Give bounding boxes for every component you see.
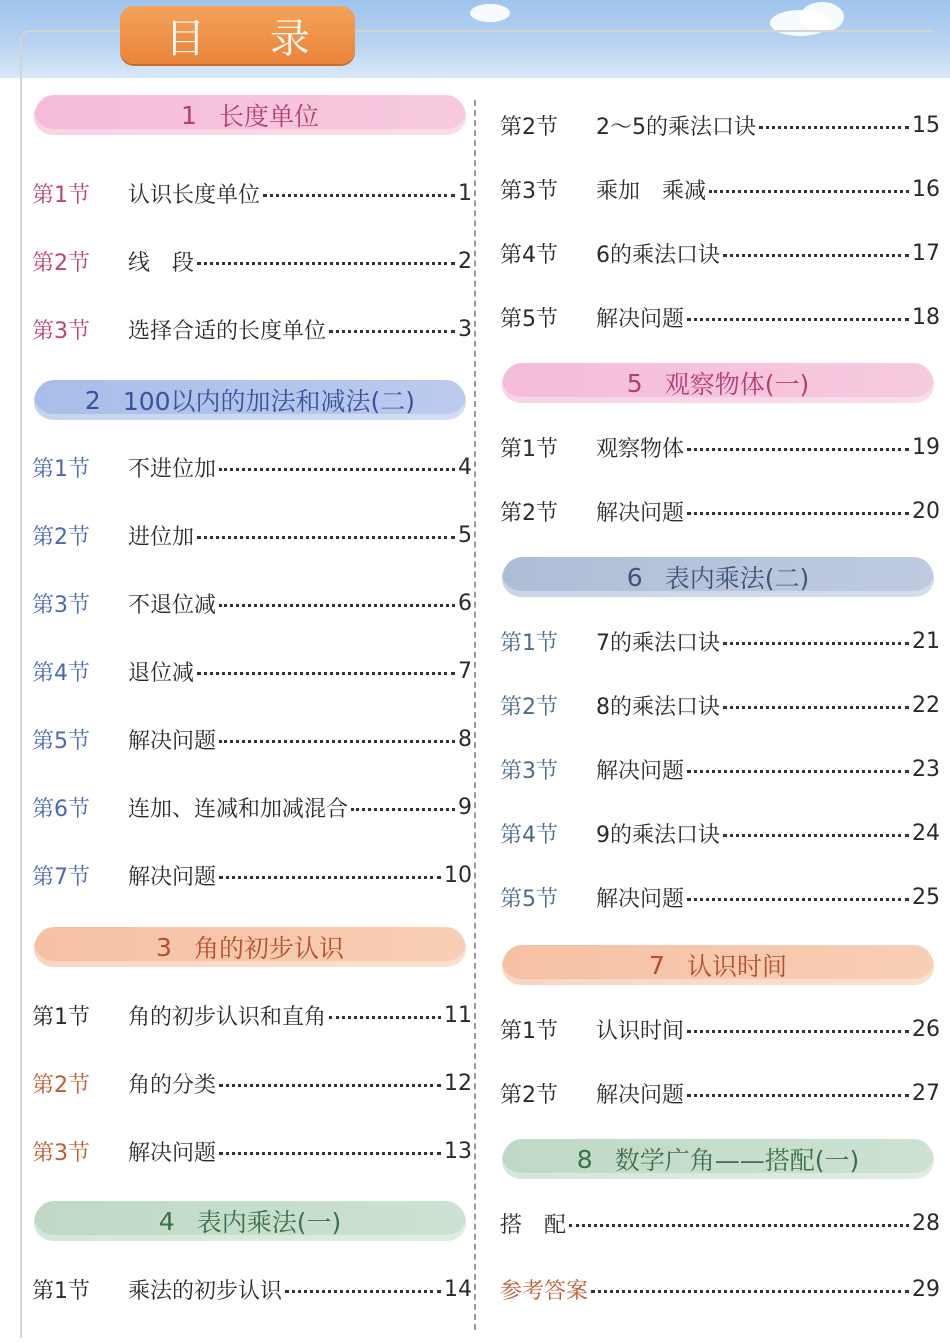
section-title: 解决问题 [128, 1140, 217, 1166]
page-number: 24 [912, 820, 940, 846]
section-title: 解决问题 [128, 728, 217, 754]
toc-entry[interactable] [32, 859, 472, 891]
toc-entry[interactable] [500, 753, 940, 785]
chapter-number: 2 [84, 385, 101, 415]
toc-entry[interactable] [32, 587, 472, 619]
toc-entry[interactable] [32, 723, 472, 755]
leader-dots [591, 1290, 909, 1293]
section-title: 6的乘法口诀 [596, 242, 720, 268]
section-number: 第3节 [500, 178, 558, 204]
page-number: 13 [444, 1138, 472, 1164]
section-title: 解决问题 [596, 306, 685, 332]
leader-dots [285, 1290, 441, 1293]
leader-dots [197, 262, 455, 265]
leader-dots [219, 604, 455, 607]
chapter-title: 认识时间 [686, 952, 787, 981]
page-number: 6 [458, 590, 472, 616]
page-number: 27 [912, 1080, 940, 1106]
page-number: 18 [912, 304, 940, 330]
section-title: 解决问题 [596, 1082, 685, 1108]
chapter-banner [502, 1139, 934, 1179]
chapter-banner [34, 95, 466, 135]
leader-dots [723, 254, 909, 257]
page-number: 26 [912, 1016, 940, 1042]
page-number: 15 [912, 112, 940, 138]
section-number: 第1节 [500, 436, 558, 462]
section-number: 第1节 [32, 1278, 90, 1304]
page-number: 9 [458, 794, 472, 820]
toc-entry[interactable] [500, 881, 940, 913]
toc-entry[interactable] [500, 817, 940, 849]
section-number: 第1节 [32, 182, 90, 208]
section-number: 第4节 [32, 660, 90, 686]
page-number: 17 [912, 240, 940, 266]
section-number: 第1节 [32, 1004, 90, 1030]
leader-dots [569, 1224, 909, 1227]
toc-entry[interactable] [32, 1273, 472, 1305]
toc-entry[interactable] [500, 1077, 940, 1109]
cloud-decoration [800, 2, 844, 32]
section-title: 线 段 [128, 250, 195, 276]
page-number: 11 [444, 1002, 472, 1028]
toc-entry[interactable] [32, 451, 472, 483]
leader-dots [351, 808, 455, 811]
toc-entry[interactable] [32, 1135, 472, 1167]
page-number: 21 [912, 628, 940, 654]
toc-entry[interactable] [500, 173, 940, 205]
page-number: 8 [458, 726, 472, 752]
page-number: 20 [912, 498, 940, 524]
leader-dots [759, 126, 909, 129]
leader-dots [263, 194, 455, 197]
page-number: 7 [458, 658, 472, 684]
section-title: 8的乘法口诀 [596, 694, 720, 720]
leader-dots [687, 1094, 909, 1097]
chapter-title: 表内乘法(二) [664, 564, 810, 593]
chapter-banner [34, 1201, 466, 1241]
page-number: 25 [912, 884, 940, 910]
toc-entry[interactable] [32, 791, 472, 823]
leader-dots [197, 536, 455, 539]
chapter-title: 长度单位 [218, 102, 319, 131]
section-number: 第2节 [32, 250, 90, 276]
toc-entry[interactable] [500, 1207, 940, 1239]
section-number: 第2节 [32, 1072, 90, 1098]
section-title: 参考答案 [500, 1278, 589, 1304]
section-number: 第1节 [32, 456, 90, 482]
leader-dots [329, 330, 455, 333]
section-number: 第1节 [500, 630, 558, 656]
leader-dots [197, 672, 455, 675]
column-divider [474, 100, 476, 1330]
page-number: 28 [912, 1210, 940, 1236]
leader-dots [723, 642, 909, 645]
toc-entry[interactable] [500, 237, 940, 269]
section-number: 第4节 [500, 822, 558, 848]
section-title: 乘法的初步认识 [128, 1278, 283, 1304]
toc-entry[interactable] [32, 313, 472, 345]
section-number: 第7节 [32, 864, 90, 890]
leader-dots [709, 190, 909, 193]
page-number: 29 [912, 1276, 940, 1302]
chapter-number: 5 [626, 368, 643, 398]
section-title: 乘加 乘减 [596, 178, 707, 204]
chapter-title: 100以内的加法和减法(二) [122, 387, 416, 416]
chapter-banner [502, 363, 934, 403]
leader-dots [687, 898, 909, 901]
leader-dots [219, 1152, 441, 1155]
page-number: 3 [458, 316, 472, 342]
section-number: 第3节 [32, 1140, 90, 1166]
section-title: 角的分类 [128, 1072, 217, 1098]
leader-dots [219, 876, 441, 879]
section-number: 第4节 [500, 242, 558, 268]
page-number: 14 [444, 1276, 472, 1302]
leader-dots [723, 834, 909, 837]
section-number: 第3节 [32, 592, 90, 618]
leader-dots [329, 1016, 441, 1019]
section-title: 连加、连减和加减混合 [128, 796, 349, 822]
section-title: 角的初步认识和直角 [128, 1004, 327, 1030]
section-number: 第5节 [500, 886, 558, 912]
section-number: 第5节 [32, 728, 90, 754]
section-number: 第2节 [500, 1082, 558, 1108]
toc-entry[interactable] [500, 495, 940, 527]
leader-dots [723, 706, 909, 709]
page-number: 19 [912, 434, 940, 460]
chapter-banner [34, 380, 466, 420]
page-number: 10 [444, 862, 472, 888]
section-number: 第5节 [500, 306, 558, 332]
chapter-number: 3 [156, 932, 172, 962]
toc-entry[interactable] [32, 1067, 472, 1099]
leader-dots [219, 740, 455, 743]
toc-entry[interactable] [32, 177, 472, 209]
chapter-banner [34, 927, 466, 967]
cloud-decoration [470, 4, 510, 22]
leader-dots [219, 468, 455, 471]
section-number: 第6节 [32, 796, 90, 822]
page-number: 22 [912, 692, 940, 718]
section-title: 不退位减 [128, 592, 217, 618]
section-number: 第2节 [32, 524, 90, 550]
section-title: 退位减 [128, 660, 195, 686]
section-number: 第2节 [500, 694, 558, 720]
section-title: 7的乘法口诀 [596, 630, 720, 656]
section-number: 第3节 [500, 758, 558, 784]
section-title: 2～5的乘法口诀 [596, 114, 756, 140]
chapter-banner [502, 945, 934, 985]
section-title: 解决问题 [128, 864, 217, 890]
chapter-title: 观察物体(一) [664, 370, 810, 399]
toc-entry[interactable] [32, 519, 472, 551]
section-title: 解决问题 [596, 886, 685, 912]
toc-entry[interactable] [500, 1273, 940, 1305]
section-title: 进位加 [128, 524, 195, 550]
page-number: 2 [458, 248, 472, 274]
section-title: 搭 配 [500, 1212, 567, 1238]
section-number: 第1节 [500, 1018, 558, 1044]
toc-entry[interactable] [32, 655, 472, 687]
section-number: 第2节 [500, 500, 558, 526]
leader-dots [219, 1084, 441, 1087]
page-number: 23 [912, 756, 940, 782]
chapter-number: 4 [158, 1206, 175, 1236]
page-title: 目 录 [120, 6, 355, 64]
section-title: 9的乘法口诀 [596, 822, 720, 848]
toc-entry[interactable] [32, 999, 472, 1031]
section-title: 解决问题 [596, 758, 685, 784]
section-title: 认识长度单位 [128, 182, 261, 208]
chapter-title: 数学广角——搭配(一) [614, 1146, 860, 1175]
leader-dots [687, 1030, 909, 1033]
page-number: 12 [444, 1070, 472, 1096]
leader-dots [687, 448, 909, 451]
toc-entry[interactable] [32, 245, 472, 277]
leader-dots [687, 318, 909, 321]
page-number: 4 [458, 454, 472, 480]
section-number: 第2节 [500, 114, 558, 140]
chapter-number: 8 [576, 1144, 593, 1174]
page-number: 5 [458, 522, 472, 548]
page-number: 1 [458, 180, 472, 206]
chapter-title: 角的初步认识 [193, 934, 344, 963]
section-title: 观察物体 [596, 436, 685, 462]
toc-entry[interactable] [500, 1013, 940, 1045]
toc-entry[interactable] [500, 431, 940, 463]
section-title: 认识时间 [596, 1018, 685, 1044]
section-title: 不进位加 [128, 456, 217, 482]
chapter-banner [502, 557, 934, 597]
chapter-number: 1 [181, 100, 197, 130]
toc-entry[interactable] [500, 109, 940, 141]
page-number: 16 [912, 176, 940, 202]
section-number: 第3节 [32, 318, 90, 344]
section-title: 选择合适的长度单位 [128, 318, 327, 344]
chapter-number: 6 [626, 562, 643, 592]
toc-entry[interactable] [500, 689, 940, 721]
toc-entry[interactable] [500, 301, 940, 333]
section-title: 解决问题 [596, 500, 685, 526]
chapter-title: 表内乘法(一) [196, 1208, 342, 1237]
leader-dots [687, 770, 909, 773]
leader-dots [687, 512, 909, 515]
chapter-number: 7 [649, 950, 665, 980]
toc-entry[interactable] [500, 625, 940, 657]
